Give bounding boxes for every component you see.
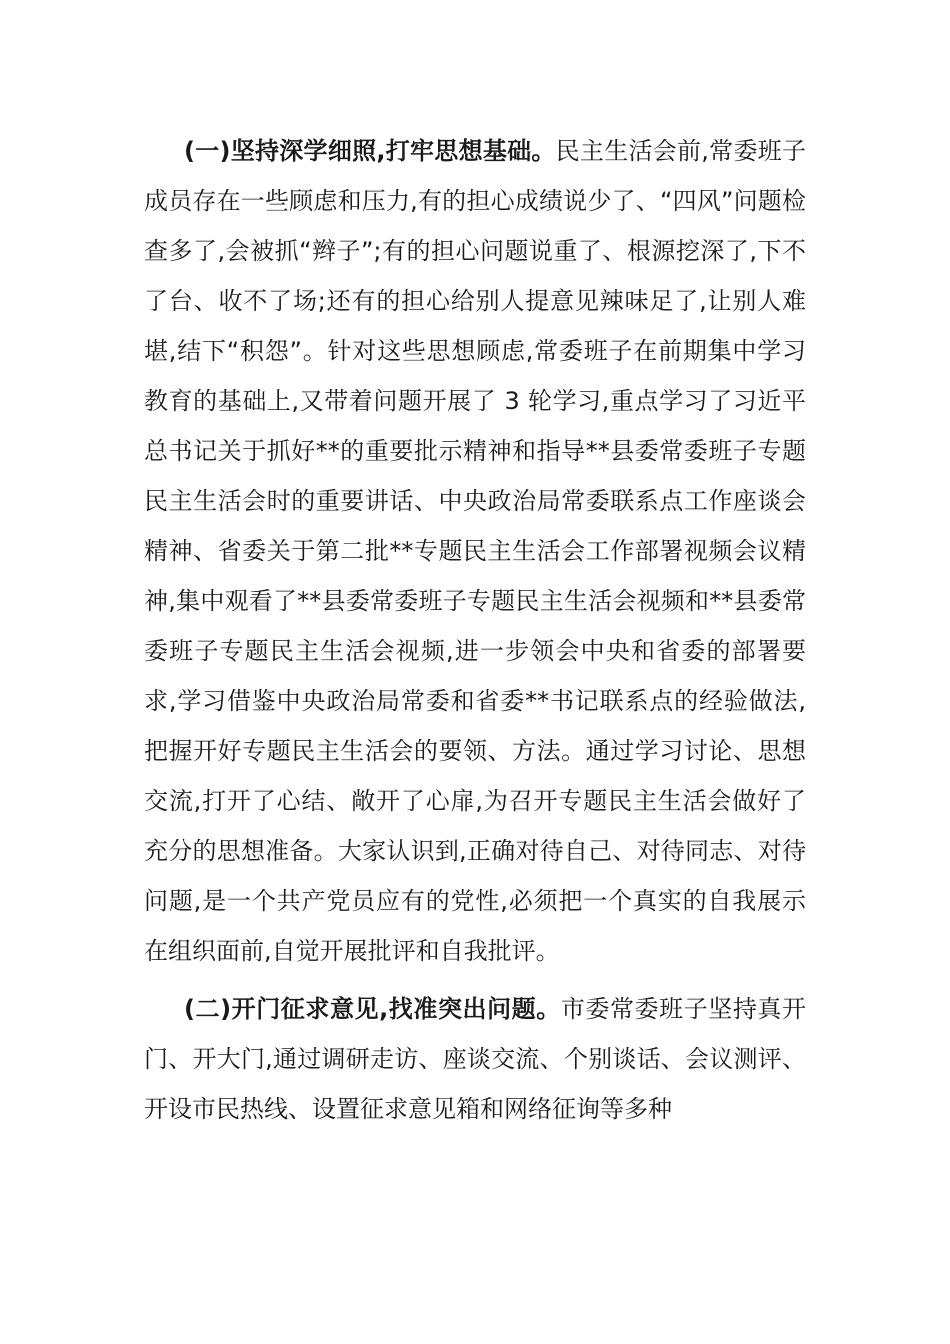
paragraph-2 [144,984,806,1134]
paragraph-2-heading: (二)开门征求意见,找准突出问题。 [184,995,561,1023]
document-body [144,126,806,1134]
paragraph-2-text: 市委常委班子坚持真开门、开大门,通过调研走访、座谈交流、个别谈话、会议测评、开设市民热线、设置征求意见箱和网络征询等多种 [144,995,806,1123]
paragraph-1 [144,126,806,976]
paragraph-1-text: 民主生活会前,常委班子成员存在一些顾虑和压力,有的担心成绩说少了、“四风”问题检查多了,会被抓“辫子”;有的担心问题说重了、根源挖深了,下不了台、收不了场;还有的担心给别人提意见辣味足了,让别人难堪,结下“积怨”。针对这些思想顾虑,常委班子在前期集中学习教育的基础上,又带着问题开展了 3 轮学习,重点学习了习近平总书记关于抓好**的重要批示精神和指导**县委常委班子专题民主生活会时的重要讲话、中央政治局常委联系点工作座谈会精神、省委关于第二批**专题民主生活会工作部署视频会议精神,集中观看了**县委常委班子专题民主生活会视频和**县委常委班子专题民主生活会视频,进一步领会中央和省委的部署要求,学习借鉴中央政治局常委和省委**书记联系点的经验做法,把握开好专题民主生活会的要领、方法。通过学习讨论、思想交流,打开了心结、敞开了心扉,为召开专题民主生活会做好了充分的思想准备。大家认识到,正确对待自己、对待同志、对待问题,是一个共产党员应有的党性,必须把一个真实的自我展示在组织面前,自觉开展批评和自我批评。 [144,137,806,965]
paragraph-1-heading: (一)坚持深学细照,打牢思想基础。 [184,137,556,165]
